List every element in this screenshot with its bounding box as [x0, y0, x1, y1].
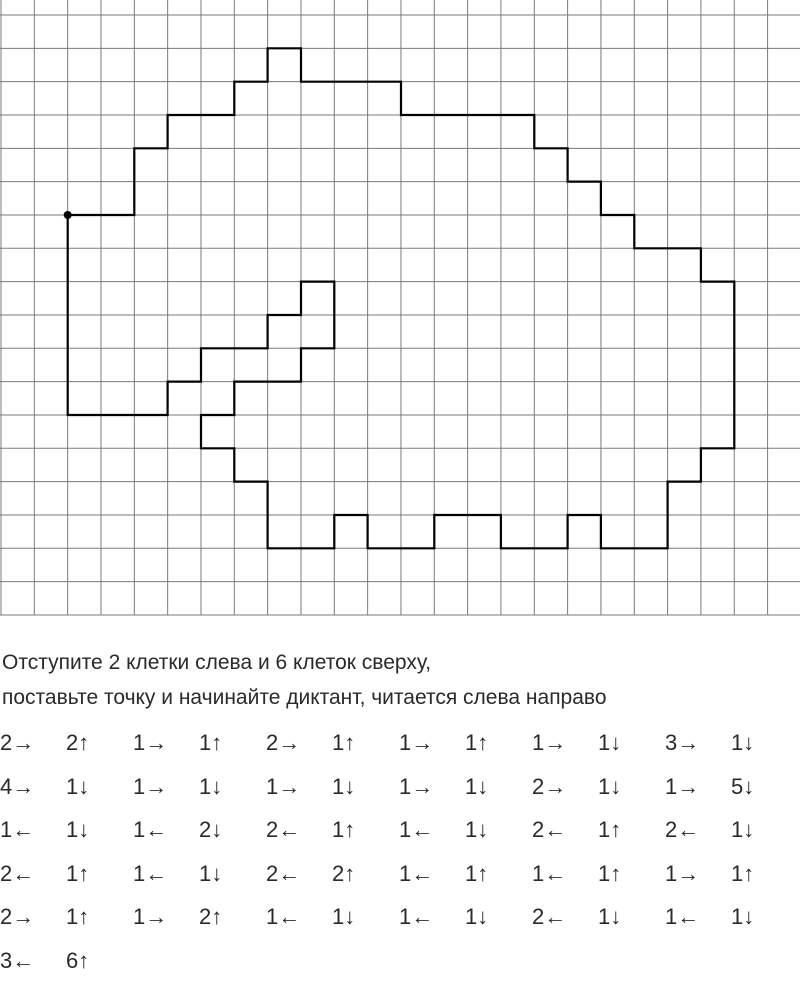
dictation-step: 2←: [532, 817, 567, 842]
dictation-step: 2←: [532, 904, 567, 929]
dictation-step: 2←: [0, 860, 35, 886]
instruction-line-2: поставьте точку и начинайте диктант, читается слева направо: [2, 686, 607, 709]
dictation-step: 3←: [0, 947, 35, 973]
dictation-step: 1↓: [465, 904, 489, 929]
dictation-step: 2←: [266, 817, 301, 842]
dictation-step: 1→: [532, 730, 567, 755]
dictation-step: 1↑: [465, 860, 489, 886]
dictation-step: 1↑: [332, 817, 356, 842]
dictation-step: 1↓: [332, 773, 356, 799]
dictation-step: 2↑: [199, 904, 223, 929]
dictation-step: 6↑: [66, 947, 90, 973]
dictation-step: 1→: [399, 773, 434, 799]
dictation-step: 1↑: [598, 817, 622, 842]
dictation-step: 1↓: [598, 730, 622, 755]
dictation-step: 1↓: [598, 773, 622, 799]
dictation-step: 1←: [133, 860, 168, 886]
dictation-step: 4→: [0, 773, 35, 799]
dictation-step: 1→: [399, 730, 434, 755]
dictation-step: 5↓: [731, 773, 755, 799]
dictation-step: 1→: [133, 904, 168, 929]
dictation-step: 2↑: [66, 730, 90, 755]
dictation-step: 2→: [0, 730, 35, 755]
dictation-step: 1←: [399, 817, 434, 842]
dictation-step: 2→: [532, 773, 567, 799]
dictation-step: 1↓: [332, 904, 356, 929]
dictation-step: 2→: [0, 904, 35, 929]
dictation-step: 1←: [532, 860, 567, 886]
dictation-step: 1←: [399, 860, 434, 886]
dictation-step: 1↓: [731, 817, 755, 842]
dictation-step: 1↓: [465, 817, 489, 842]
dictation-step: 1↑: [598, 860, 622, 886]
dictation-step: 1↓: [598, 904, 622, 929]
dictation-step: 1↓: [465, 773, 489, 799]
dictation-step: 1→: [665, 860, 700, 886]
dictation-step: 1→: [665, 773, 700, 799]
dictation-row: [0, 774, 800, 814]
dictation-step: 1→: [266, 773, 301, 799]
dictation-step: 1→: [133, 730, 168, 755]
dictation-step: 1↑: [199, 730, 223, 755]
dictation-step: 1↑: [465, 730, 489, 755]
dictation-step: 1↓: [731, 904, 755, 929]
dictation-step: 1↓: [66, 773, 90, 799]
dictation-row: [0, 904, 800, 944]
instruction-line-1: Отступите 2 клетки слева и 6 клеток сверху,: [2, 651, 432, 674]
dictation-step: 2←: [266, 860, 301, 886]
dictation-row: [0, 730, 800, 770]
dictation-step: 1←: [133, 817, 168, 842]
dictation-step: 2→: [266, 730, 301, 755]
dictation-step: 1↑: [66, 860, 90, 886]
dictation-step: 3→: [665, 730, 700, 755]
dictation-row: [0, 861, 800, 901]
dictation-step: 1↓: [199, 860, 223, 886]
dictation-row: [0, 817, 800, 857]
dictation-step: 1↓: [199, 773, 223, 799]
start-point: [64, 211, 72, 219]
dictation-step: 1↓: [66, 817, 90, 842]
dictation-step: 1←: [0, 817, 35, 842]
dictation-step: 1→: [133, 773, 168, 799]
dictation-row: [0, 948, 800, 988]
dictation-step: 1←: [399, 904, 434, 929]
dictation-step: 1←: [266, 904, 301, 929]
dictation-step: 1↑: [731, 860, 755, 886]
dictation-step: 2←: [665, 817, 700, 842]
dictation-step: 2↑: [332, 860, 356, 886]
dictation-step: 1↑: [66, 904, 90, 929]
dictation-step: 1↓: [731, 730, 755, 755]
dictation-step: 1←: [665, 904, 700, 929]
dictation-step: 2↓: [199, 817, 223, 842]
dictation-step: 1↑: [332, 730, 356, 755]
